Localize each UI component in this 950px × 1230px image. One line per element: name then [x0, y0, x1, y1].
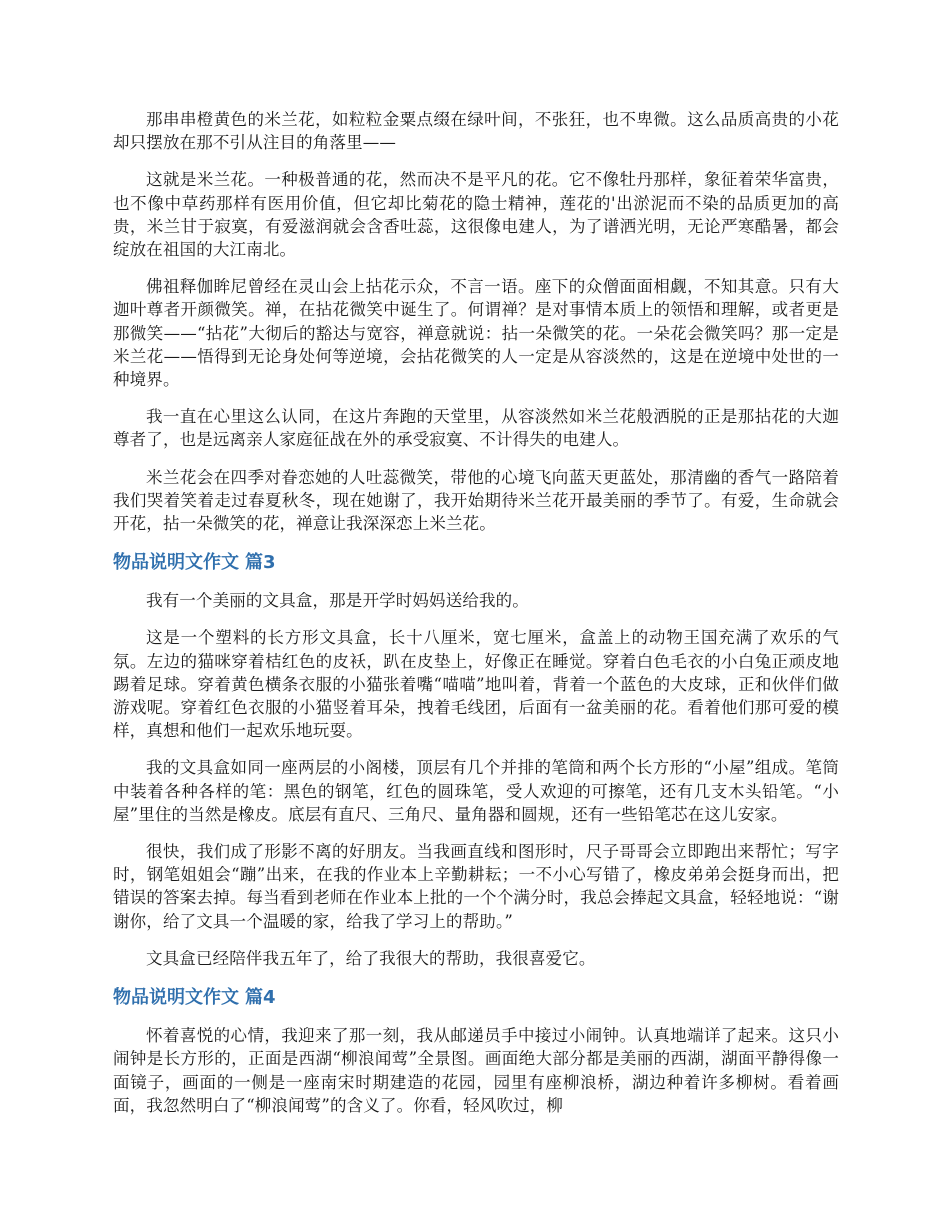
paragraph: 文具盒已经陪伴我五年了，给了我很大的帮助，我很喜爱它。 — [146, 948, 596, 968]
paragraph: 这是一个塑料的长方形文具盒，长十八厘米，宽七厘米，盒盖上的动物王国充满了欢乐的气氛。左边的猫咪穿着桔红色的皮袄，趴在皮垫上，好像正在睡觉。穿着白色毛衣的小白兔正顽皮地踢着足球。穿着黄色横条衣服的小猫张着嘴“喵喵”地叫着，背着一个蓝色的大皮球，正和伙伴们做游戏呢。穿着红色衣服的小猫竖着耳朵，拽着毛线团，后面有一盆美丽的花。看着他们那可爱的模样，真想和他们一起欢乐地玩耍。 — [113, 628, 839, 741]
paragraph: 怀着喜悦的心情，我迎来了那一刻，我从邮递员手中接过小闹钟。认真地端详了起来。这只小闹钟是长方形的，正面是西湖“柳浪闻莺”全景图。画面绝大部分都是美丽的西湖，湖面平静得像一面镜子，画面的一侧是一座南宋时期建造的花园，园里有座柳浪桥，湖边种着许多柳树。看着画面，我忽然明白了“柳浪闻莺”的含义了。你看，轻风吹过，柳 — [113, 1026, 839, 1115]
heading-title: 物品说明文作文 — [113, 987, 239, 1009]
paragraph: 我一直在心里这么认同，在这片奔跑的天堂里，从容淡然如米兰花般洒脱的正是那拈花的大迦尊者了，也是远离亲人家庭征战在外的承受寂寞、不计得失的电建人。 — [113, 407, 839, 450]
paragraph: 很快，我们成了形影不离的好朋友。当我画直线和图形时，尺子哥哥会立即跑出来帮忙；写字时，钢笔姐姐会“蹦”出来，在我的作业本上辛勤耕耘；一不小心写错了，橡皮弟弟会挺身而出，把错误的答案去掉。每当看到老师在作业本上批的一个个满分时，我总会捧起文具盒，轻轻地说：“谢谢你，给了文具一个温暖的家，给我了学习上的帮助。” — [113, 842, 839, 931]
section-mulan — [113, 108, 839, 535]
paragraph: 这就是米兰花。一种极普通的花，然而决不是平凡的花。它不像牡丹那样，象征着荣华富贵，也不像中草药那样有医用价值，但它却比菊花的隐士精神，莲花的'出淤泥而不染的品质更加的高贵，米兰甘于寂寞，有爱滋润就会含香吐蕊，这很像电建人，为了谱洒光明，无论严寒酷暑，都会绽放在祖国的大江南北。 — [113, 170, 839, 260]
section-pencil-case — [113, 549, 839, 970]
paragraph: 我的文具盒如同一座两层的小阁楼，顶层有几个并排的笔筒和两个长方形的“小屋”组成。笔筒中装着各种各样的笔：黑色的钢笔，红色的圆珠笔，受人欢迎的可擦笔，还有几支木头铅笔。“小屋”里住的当然是橡皮。底层有直尺、三角尺、量角器和圆规，还有一些铅笔芯在这儿安家。 — [113, 758, 839, 824]
paragraph: 我有一个美丽的文具盒，那是开学时妈妈送给我的。 — [146, 591, 529, 611]
heading-title: 物品说明文作文 — [113, 552, 239, 574]
heading-number: 篇4 — [245, 987, 276, 1009]
paragraph: 佛祖释伽眸尼曾经在灵山会上拈花示众，不言一语。座下的众僧面面相觑，不知其意。只有大迦叶尊者开颜微笑。禅，在拈花微笑中诞生了。何谓禅？是对事情本质上的领悟和理解，或者更是那微笑——“拈花”大彻后的豁达与宽容，禅意就说：拈一朵微笑的花。一朵花会微笑吗？那一定是米兰花——悟得到无论身处何等逆境，会拈花微笑的人一定是从容淡然的，这是在逆境中处世的一种境界。 — [113, 277, 839, 390]
section-alarm-clock — [113, 984, 839, 1117]
paragraph: 米兰花会在四季对眷恋她的人吐蕊微笑，带他的心境飞向蓝天更蓝处，那清幽的香气一路陪着我们哭着笑着走过春夏秋冬，现在她谢了，我开始期待米兰花开最美丽的季节了。有爱，生命就会开花，拈一朵微笑的花，禅意让我深深恋上米兰花。 — [113, 467, 839, 534]
document-page — [113, 108, 839, 1131]
heading-number: 篇3 — [245, 552, 276, 574]
section-heading — [113, 549, 839, 577]
paragraph: 那串串橙黄色的米兰花，如粒粒金粟点缀在绿叶间，不张狂，也不卑微。这么品质高贵的小花却只摆放在那不引从注目的角落里—— — [113, 110, 839, 153]
section-heading — [113, 984, 839, 1012]
